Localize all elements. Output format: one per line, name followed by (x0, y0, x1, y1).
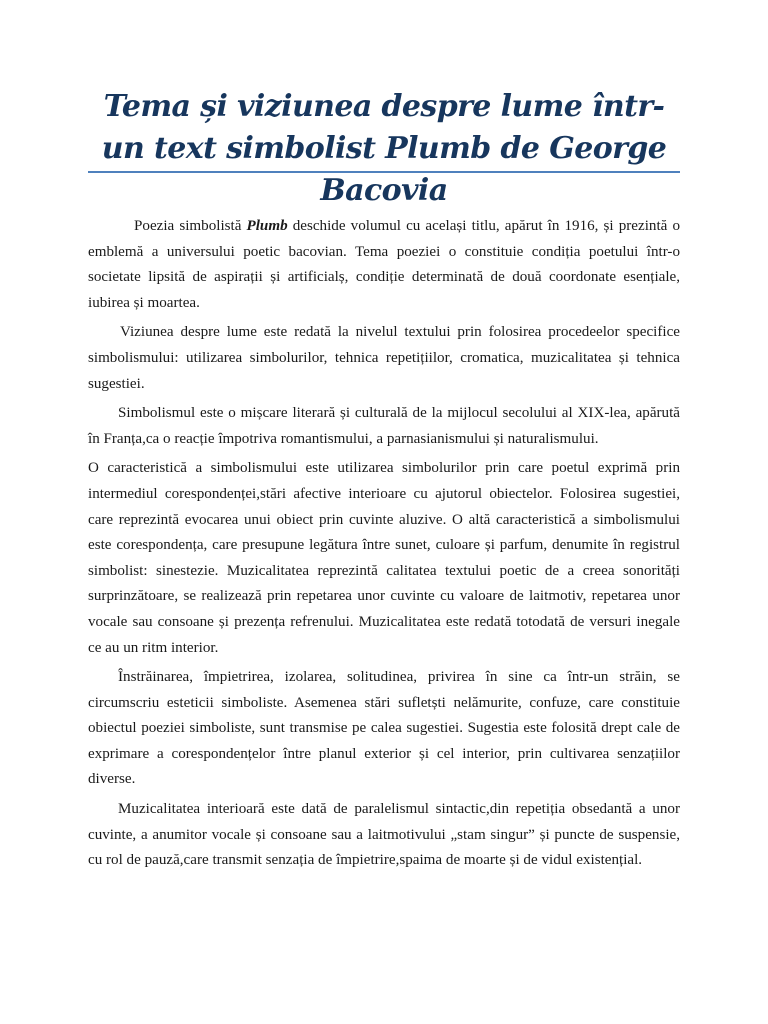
paragraph-intro-after: deschide volumul cu același titlu, apărut în 1916, și prezintă o emblemă a universului poetic bacovian. Tema poeziei o constituie condiția poetului într-o societate lipsită de aspirații și artificialș, condiție determinată de două coordonate esențiale, iubirea și moartea. (88, 218, 680, 311)
document-body (88, 214, 680, 878)
title-underline-rule (88, 171, 680, 173)
poem-title-emphasis: Plumb (246, 218, 288, 234)
paragraph-intro (88, 214, 680, 316)
document-title: Tema și viziunea despre lume într-un text simbolist Plumb de George Bacovia (101, 89, 667, 208)
paragraph-muzicalitatea: Muzicalitatea interioară este dată de paralelismul sintactic,din repetiția obsedantă a unor cuvinte, a anumitor vocale și consoane sau a laitmotivului „stam singur” și puncte de suspensie, cu rol de pauză,care transmit senzația de împietrire,spaima de moarte și de vidul existențial. (88, 801, 680, 869)
paragraph-viziunea: Viziunea despre lume este redată la nivelul textului prin folosirea procedeelor specifice simbolismului: utilizarea simbolurilor, tehnica repetițiilor, cromatica, muzicalitatea și tehnica sugestiei. (88, 324, 680, 392)
paragraph-instrainarea: Înstrăinarea, împietrirea, izolarea, solitudinea, privirea în sine ca într-un străin, se circumscriu esteticii simboliste. Asemenea stări sufletști nelămurite, confuze, care constituie obiectul poeziei simboliste, sunt transmise pe calea sugestiei. Sugestia este folosită drept cale de exprimare a corespondențelor între planul exterior și cel interior, prin cultivarea senzațiilor diverse. (88, 669, 680, 788)
paragraph-simbolismul: Simbolismul este o mișcare literară și culturală de la mijlocul secolului al XIX-lea, apărută în Franța,ca o reacție împotriva romantismului, a parnasianismului și naturalismului. (88, 405, 680, 447)
paragraph-caracteristici: O caracteristică a simbolismului este utilizarea simbolurilor prin care poetul exprimă prin intermediul corespondenței,stări afective interioare cu ajutorul obiectelor. Folosirea sugestiei, care reprezintă evocarea unui obiect prin cuvinte aluzive. O altă caracteristică a simbolismului este corespondența, care presupune legătura între sunet, culoare și parfum, denumite în registrul simbolist: sinestezie. Muzicalitatea reprezintă calitatea textului poetic de a creea sonorități surprinzătoare, se realizează prin repetarea unor cuvinte cu valoare de laitmotiv, repetarea unor vocale sau consoane și prezența refrenului. Muzicalitatea este redată totodată de versuri inegale ce au un ritm interior. (88, 460, 680, 656)
paragraph-intro-before: Poezia simbolistă (134, 218, 247, 234)
